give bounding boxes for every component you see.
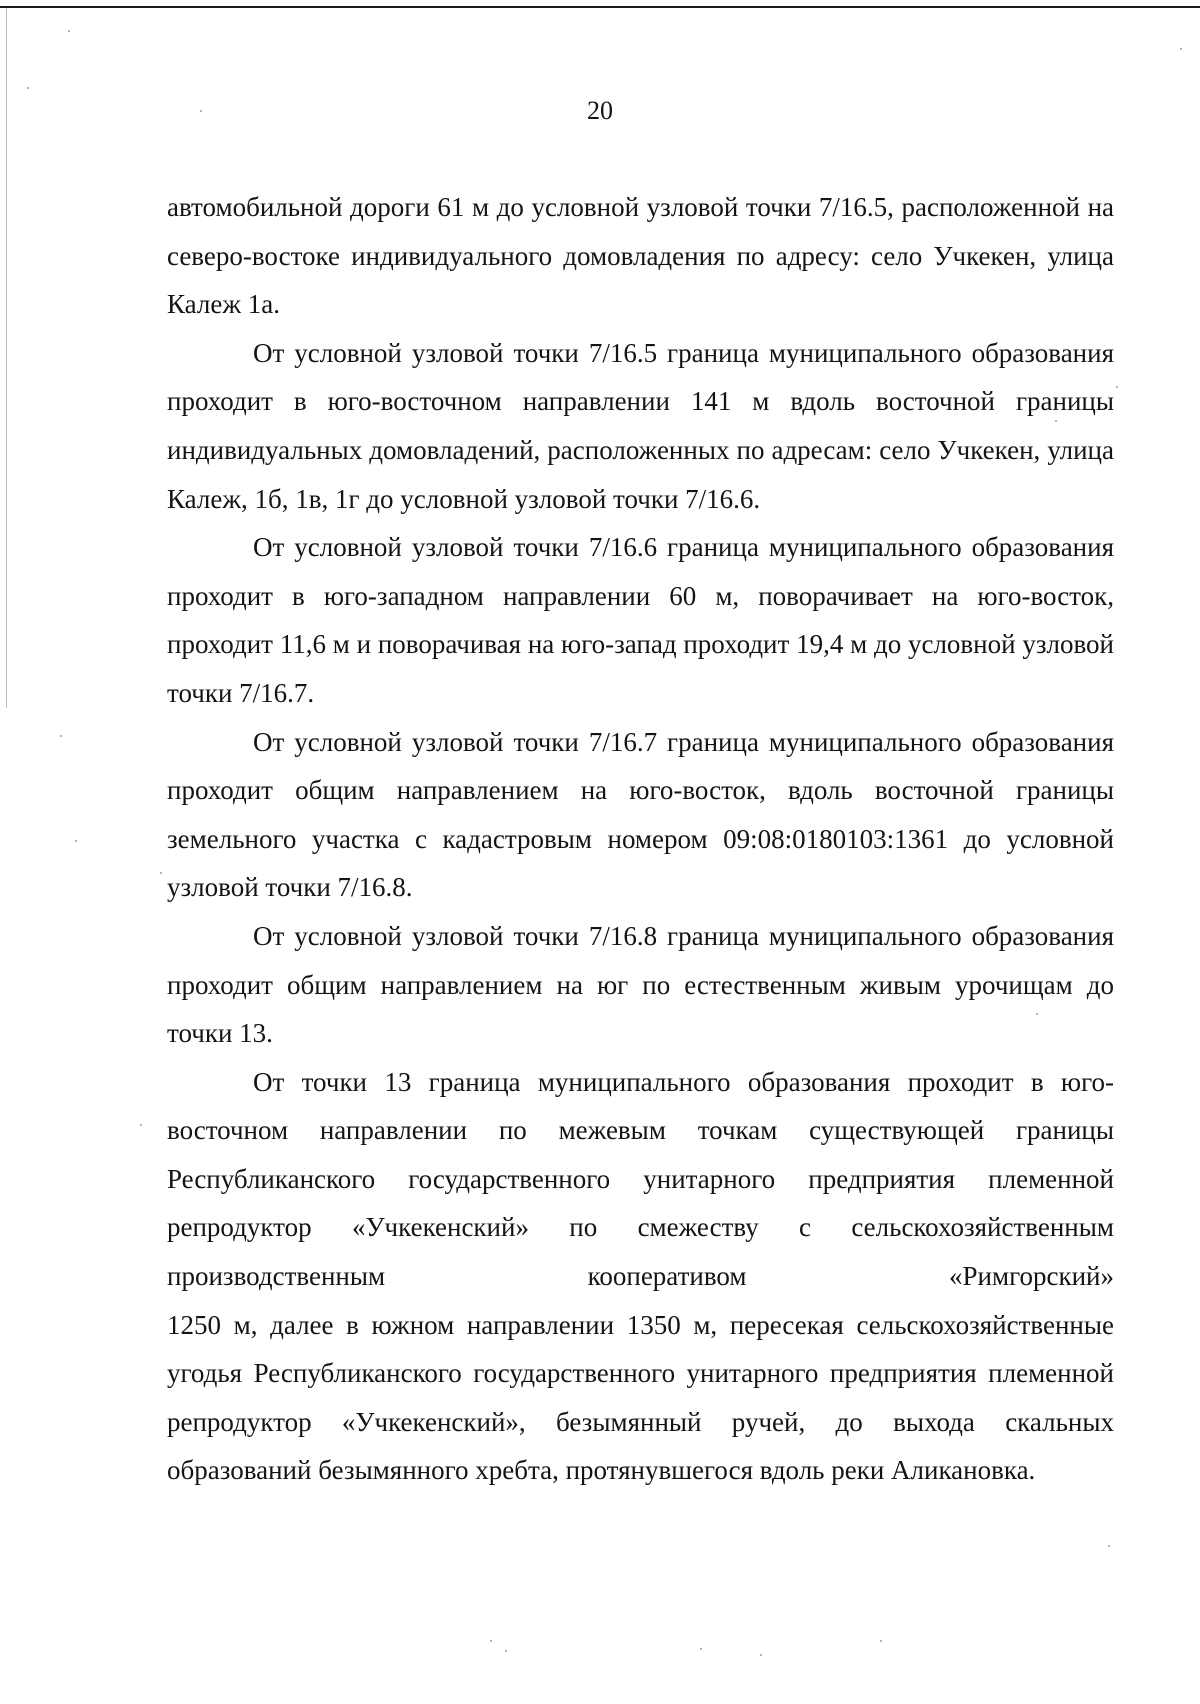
scan-speck bbox=[1180, 48, 1182, 50]
scan-speck bbox=[60, 735, 62, 737]
scan-top-edge bbox=[0, 6, 1200, 8]
scan-speck bbox=[68, 30, 70, 32]
scan-speck bbox=[1036, 1013, 1038, 1015]
scan-speck bbox=[1108, 1545, 1110, 1547]
paragraph: От точки 13 граница муниципального образования проходит в юго-восточном направлении по межевым точкам существующей границы Республиканского государственного унитарного предприятия племенной репродуктор «Учкекенский» по смежеству с сельскохозяйственным производственным кооперативом «Римгорский» bbox=[167, 1066, 1114, 1292]
paragraph: От условной узловой точки 7/16.8 граница муниципального образования проходит общим направлением на юг по естественным живым урочищам до точки 13. bbox=[167, 920, 1114, 1049]
paragraph: От условной узловой точки 7/16.6 граница муниципального образования проходит в юго-западном направлении 60 м, поворачивает на юго-восток, проходит 11,6 м и поворачивая на юго-запад проходит 19,4 м до условной узловой точки 7/16.7. bbox=[167, 532, 1114, 708]
scan-speck bbox=[27, 87, 29, 89]
scan-speck bbox=[505, 1650, 507, 1652]
scan-speck bbox=[1116, 386, 1118, 388]
scan-speck bbox=[880, 1640, 882, 1642]
scan-speck bbox=[200, 110, 202, 112]
scan-speck bbox=[490, 1640, 492, 1642]
scan-speck bbox=[140, 1124, 142, 1126]
scan-speck bbox=[1055, 420, 1057, 422]
scan-speck bbox=[700, 1648, 702, 1650]
scan-speck bbox=[760, 1654, 762, 1656]
scan-speck bbox=[160, 872, 162, 874]
paragraph: От условной узловой точки 7/16.5 граница муниципального образования проходит в юго-восточном направлении 141 м вдоль восточной границы индивидуальных домовладений, расположенных по адресам: село Учкекен, улица Калеж, 1б, 1в, 1г до условной узловой точки 7/16.6. bbox=[167, 337, 1114, 514]
page-number: 20 bbox=[587, 96, 613, 125]
paragraph: От условной узловой точки 7/16.7 граница муниципального образования проходит общим направлением на юго-восток, вдоль восточной границы земельного участка с кадастровым номером 09:08:0180103:1361 до условной узловой точки 7/16.8. bbox=[167, 726, 1114, 903]
paragraph: 1250 м, далее в южном направлении 1350 м, пересекая сельскохозяйственные угодья Республиканского государственного унитарного предприятия племенной репродуктор «Учкекенский», безымянный ручей, до выхода скальных образований безымянного хребта, протянувшегося вдоль реки Аликановка. bbox=[167, 1309, 1114, 1486]
document-body bbox=[167, 183, 1114, 1495]
scan-speck bbox=[75, 840, 77, 842]
paragraph: автомобильной дороги 61 м до условной узловой точки 7/16.5, расположенной на северо-востоке индивидуального домовладения по адресу: село Учкекен, улица Калеж 1а. bbox=[167, 192, 1114, 320]
